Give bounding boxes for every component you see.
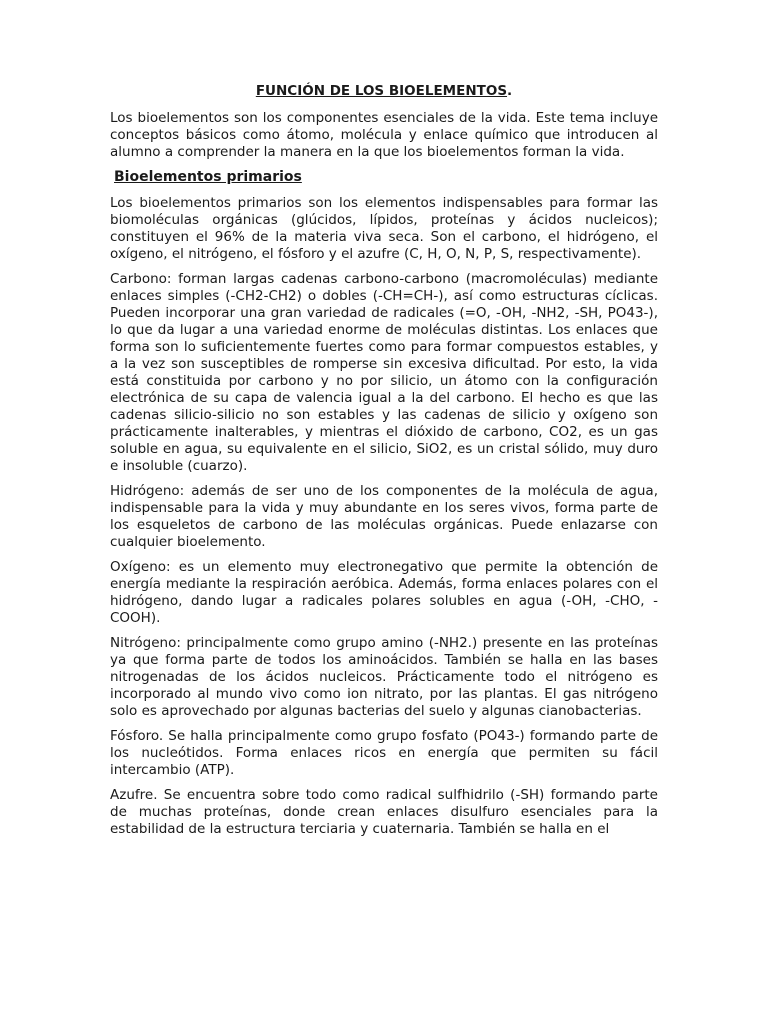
document-title bbox=[110, 83, 658, 100]
paragraph-oxigeno: Oxígeno: es un elemento muy electronegativo que permite la obtención de energía mediante la respiración aeróbica. Además, forma enlaces polares con el hidrógeno, dando lugar a radicales polares solubles en agua (-OH, -CHO, -COOH). bbox=[110, 559, 658, 626]
paragraph-hidrogeno: Hidrógeno: además de ser uno de los componentes de la molécula de agua, indispensable para la vida y muy abundante en los seres vivos, forma parte de los esqueletos de carbono de las moléculas orgánicas. Puede enlazarse con cualquier bioelemento. bbox=[110, 483, 658, 550]
document-title-period: . bbox=[507, 83, 513, 99]
paragraph-azufre: Azufre. Se encuentra sobre todo como radical sulfhidrilo (-SH) formando parte de muchas proteínas, donde crean enlaces disulfuro esenciales para la estabilidad de la estructura terciaria y cuaternaria. También se halla en el bbox=[110, 787, 658, 837]
paragraph-primarios: Los bioelementos primarios son los elementos indispensables para formar las biomoléculas orgánicas (glúcidos, lípidos, proteínas y ácidos nucleicos); constituyen el 96% de la materia viva seca. Son el carbono, el hidrógeno, el oxígeno, el nitrógeno, el fósforo y el azufre (C, H, O, N, P, S, respectivamente). bbox=[110, 195, 658, 262]
document-title-text: FUNCIÓN DE LOS BIOELEMENTOS bbox=[255, 83, 508, 99]
document-page bbox=[110, 83, 658, 846]
paragraph-nitrogeno: Nitrógeno: principalmente como grupo amino (-NH2.) presente en las proteínas ya que forma parte de todos los aminoácidos. También se halla en las bases nitrogenadas de los ácidos nucleicos. Prácticamente todo el nitrógeno es incorporado al mundo vivo como ion nitrato, por las plantas. El gas nitrógeno solo es aprovechado por algunas bacterias del suelo y algunas cianobacterias. bbox=[110, 635, 658, 719]
section-heading: Bioelementos primarios bbox=[114, 169, 302, 185]
paragraph-fosforo: Fósforo. Se halla principalmente como grupo fosfato (PO43-) formando parte de los nucleótidos. Forma enlaces ricos en energía que permiten su fácil intercambio (ATP). bbox=[110, 728, 658, 778]
paragraph-carbono: Carbono: forman largas cadenas carbono-carbono (macromoléculas) mediante enlaces simples (-CH2-CH2) o dobles (-CH=CH-), así como estructuras cíclicas. Pueden incorporar una gran variedad de radicales (=O, -OH, -NH2, -SH, PO43-), lo que da lugar a una variedad enorme de moléculas distintas. Los enlaces que forma son lo suficientemente fuertes como para formar compuestos estables, y a la vez son susceptibles de romperse sin excesiva dificultad. Por esto, la vida está constituida por carbono y no por silicio, un átomo con la configuración electrónica de su capa de valencia igual a la del carbono. El hecho es que las cadenas silicio-silicio no son estables y las cadenas de silicio y oxígeno son prácticamente inalterables, y mientras el dióxido de carbono, CO2, es un gas soluble en agua, su equivalente en el silicio, SiO2, es un cristal sólido, muy duro e insoluble (cuarzo). bbox=[110, 271, 658, 474]
intro-paragraph: Los bioelementos son los componentes esenciales de la vida. Este tema incluye conceptos básicos como átomo, molécula y enlace químico que introducen al alumno a comprender la manera en la que los bioelementos forman la vida. bbox=[110, 110, 658, 160]
